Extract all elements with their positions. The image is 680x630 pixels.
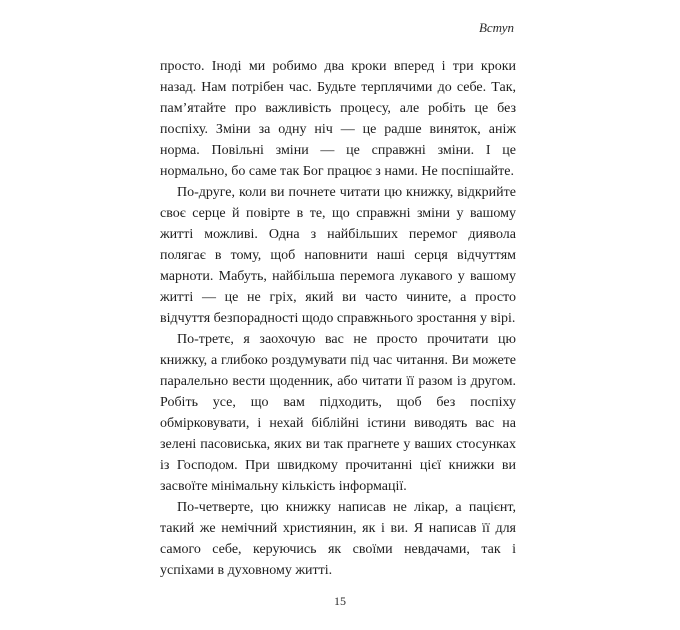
paragraph-2: По-друге, коли ви почнете читати цю книжку, відкрийте своє серце й повірте в те, що справжні зміни у вашому житті можливі. Одна з найбільших перемог диявола полягає в тому, щоб наповнити наші серця відчуттям марноти. Мабуть, найбільша перемога лукавого у вашому житті — це не гріх, який ви часто чините, а просто відчуття безпорадності щодо справжнього зростання у вірі. — [160, 185, 516, 326]
running-head: Вступ — [478, 20, 514, 35]
body-text — [160, 56, 516, 581]
paragraph-1: просто. Іноді ми робимо два кроки вперед і три кроки назад. Нам потрібен час. Будьте терплячими до себе. Так, пам’ятайте про важливість процесу, але робіть це без поспіху. Зміни за одну ніч — це радше виняток, аніж норма. Повільні зміни — це справжні зміни. І це нормально, бо саме так Бог працює з нами. Не поспішайте. — [160, 59, 516, 179]
paragraph-3: По-третє, я заохочую вас не просто прочитати цю книжку, а глибоко роздумувати під час читання. Ви можете паралельно вести щоденник, або читати її разом із другом. Робіть усе, що вам підходить, щоб без поспіху обмірковувати, і нехай біблійні істини виводять вас на зелені пасовиська, яких ви так прагнете у ваших стосунках із Господом. При швидкому прочитанні цієї книжки ви засвоїте мінімальну кількість інформації. — [160, 332, 516, 494]
page-number: 15 — [334, 594, 346, 608]
paragraph-4: По-четверте, цю книжку написав не лікар, а пацієнт, такий же немічний християнин, як і ви. Я написав її для самого себе, керуючись як своїми невдачами, так і успіхами в духовному житті. — [160, 500, 516, 578]
